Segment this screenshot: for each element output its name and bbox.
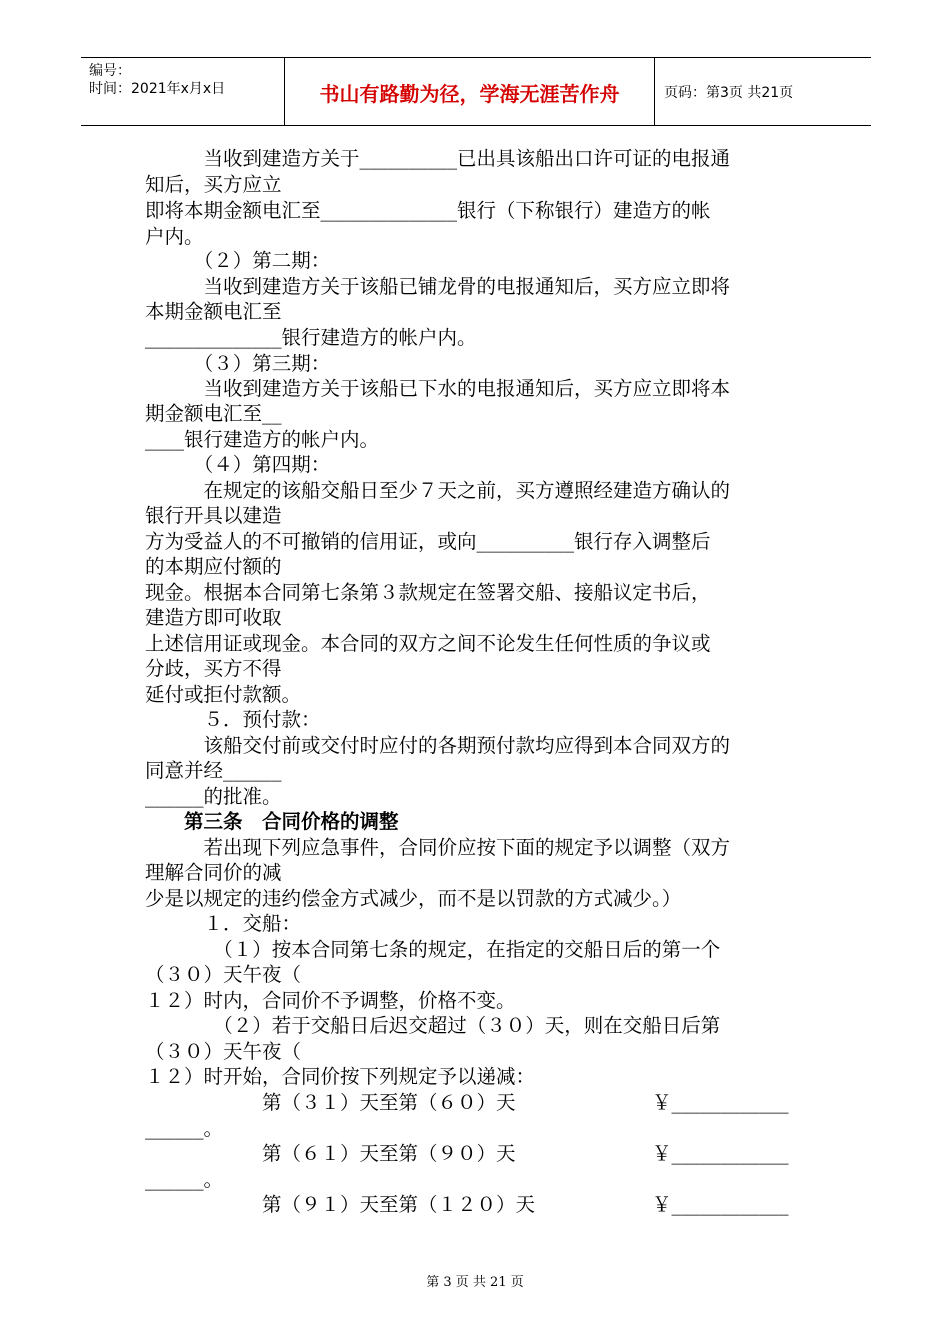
text-line: （１）按本合同第七条的规定，在指定的交船日后的第一个 <box>145 938 721 961</box>
text-line: ______的批准。 <box>145 785 282 808</box>
document-number-label: 编号： <box>89 63 131 79</box>
text-line: 第（９１）天至第（１２０）天 <box>145 1193 536 1216</box>
text-line: （３０）天午夜（ <box>145 1040 302 1063</box>
text-line: 的本期应付额的 <box>145 555 282 578</box>
section-heading: 第三条 合同价格的调整 <box>145 810 399 833</box>
text-line: 该船交付前或交付时应付的各期预付款均应得到本合同双方的 <box>145 734 731 757</box>
text-line: ____银行建造方的帐户内。 <box>145 428 380 451</box>
text-line: 延付或拒付款额。 <box>145 683 302 706</box>
text-line: 上述信用证或现金。本合同的双方之间不论发生任何性质的争议或 <box>145 632 711 655</box>
text-line: １２）时内，合同价不予调整，价格不变。 <box>145 989 516 1012</box>
amount-blank: ￥____________ <box>652 1193 789 1216</box>
header-motto: 书山有路勤为径，学海无涯苦作舟 <box>319 82 620 106</box>
text-line: 在规定的该船交船日至少７天之前，买方遵照经建造方确认的 <box>145 479 731 502</box>
text-line: 理解合同价的减 <box>145 861 282 884</box>
text-line: ______。 <box>145 1117 224 1140</box>
text-line: 本期金额电汇至 <box>145 300 282 323</box>
text-line: 同意并经______ <box>145 759 282 782</box>
amount-blank: ￥____________ <box>652 1091 789 1114</box>
text-line: ５．预付款： <box>145 708 321 731</box>
text-line: （２）若于交船日后迟交超过（３０）天，则在交船日后第 <box>145 1014 721 1037</box>
page-footer: 第 3 页 共 21 页 <box>426 1275 524 1290</box>
text-line: 即将本期金额电汇至______________银行（下称银行）建造方的帐 <box>145 199 711 222</box>
text-line: 方为受益人的不可撤销的信用证，或向__________银行存入调整后 <box>145 530 711 553</box>
text-line: 分歧，买方不得 <box>145 657 282 680</box>
text-line: 当收到建造方关于该船已下水的电报通知后，买方应立即将本 <box>145 377 731 400</box>
text-line: （３０）天午夜（ <box>145 963 302 986</box>
text-line: 若出现下列应急事件，合同价应按下面的规定予以调整（双方 <box>145 836 731 859</box>
document-date: 时间：2021年x月x日 <box>89 81 226 97</box>
text-line: 当收到建造方关于__________已出具该船出口许可证的电报通 <box>145 147 731 170</box>
text-line: 银行开具以建造 <box>145 504 282 527</box>
text-line: 少是以规定的违约偿金方式减少，而不是以罚款的方式减少。） <box>145 887 682 910</box>
text-line: （３）第三期： <box>145 352 331 375</box>
text-line: １．交船： <box>145 912 302 935</box>
text-line: ______。 <box>145 1168 224 1191</box>
text-line: 期金额电汇至__ <box>145 402 282 425</box>
text-line: 第（６１）天至第（９０）天 <box>145 1142 516 1165</box>
text-line: 建造方即可收取 <box>145 606 282 629</box>
text-line: （４）第四期： <box>145 453 331 476</box>
text-line: １２）时开始，合同价按下列规定予以递减： <box>145 1065 536 1088</box>
text-line: 户内。 <box>145 225 204 248</box>
text-line: 知后，买方应立 <box>145 173 282 196</box>
text-line: ______________银行建造方的帐户内。 <box>145 326 477 349</box>
text-line: （２）第二期： <box>145 249 331 272</box>
header-page-number: 页码：第3页 共21页 <box>664 85 794 101</box>
text-line: 当收到建造方关于该船已铺龙骨的电报通知后，买方应立即将 <box>145 275 731 298</box>
amount-blank: ￥____________ <box>652 1142 789 1165</box>
text-line: 现金。根据本合同第七条第３款规定在签署交船、接船议定书后， <box>145 581 711 604</box>
text-line: 第（３１）天至第（６０）天 <box>145 1091 516 1114</box>
